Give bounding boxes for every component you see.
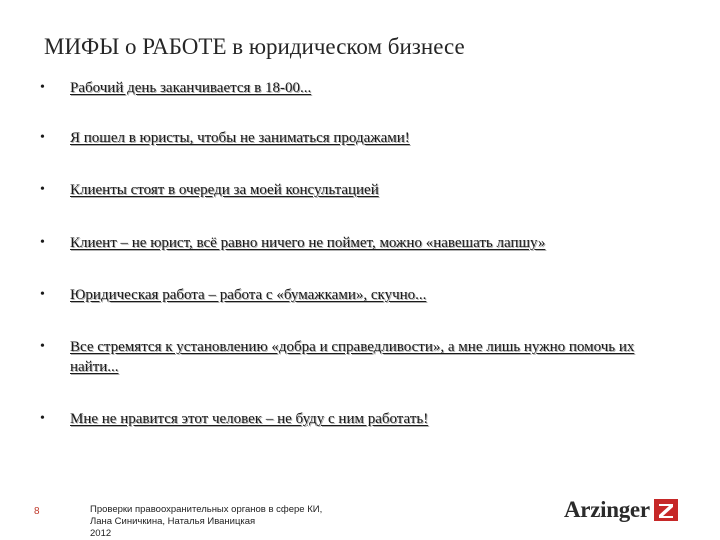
bullet-text: Клиенты стоят в очереди за моей консультацией bbox=[70, 182, 379, 198]
bullet-item bbox=[40, 78, 680, 98]
bullet-dot: • bbox=[40, 235, 45, 250]
bullet-dot: • bbox=[40, 287, 45, 302]
bullet-dot: • bbox=[40, 339, 45, 354]
page-number: 8 bbox=[34, 506, 40, 517]
footer-line: Лана Синичкина, Наталья Иваницкая bbox=[90, 516, 256, 527]
bullet-text: Клиент – не юрист, всё равно ничего не поймет, можно «навешать лапшу» bbox=[70, 235, 546, 251]
logo-wordmark: Arzinger bbox=[564, 497, 650, 522]
bullet-text: Мне не нравится этот человек – не буду с ним работать! bbox=[70, 411, 429, 427]
bullet-dot: • bbox=[40, 80, 45, 95]
bullet-text: Юридическая работа – работа с «бумажками», скучно... bbox=[70, 287, 427, 303]
bullet-dot: • bbox=[40, 182, 45, 197]
bullet-dot: • bbox=[40, 411, 45, 426]
footer-line: Проверки правоохранительных органов в сфере КИ, bbox=[90, 504, 323, 515]
bullet-dot: • bbox=[40, 130, 45, 145]
bullet-item bbox=[40, 180, 680, 200]
bullet-item bbox=[40, 337, 680, 377]
bullet-text: Рабочий день заканчивается в 18-00... bbox=[70, 80, 312, 96]
footer-line: 2012 bbox=[90, 528, 112, 539]
bullet-text: Я пошел в юристы, чтобы не заниматься продажами! bbox=[70, 130, 410, 146]
bullet-item bbox=[40, 128, 680, 148]
company-logo bbox=[564, 496, 678, 524]
bullet-item bbox=[40, 285, 680, 305]
bullet-text: Все стремятся к установлению «добра и справедливости», а мне лишь нужно помочь их найти... bbox=[70, 339, 635, 375]
bullet-item bbox=[40, 409, 680, 429]
footer-caption bbox=[90, 504, 322, 540]
arzinger-z-mark-icon bbox=[654, 499, 678, 521]
slide-title: МИФЫ о РАБОТЕ в юридическом бизнесе bbox=[44, 34, 465, 59]
bullet-item bbox=[40, 233, 680, 253]
